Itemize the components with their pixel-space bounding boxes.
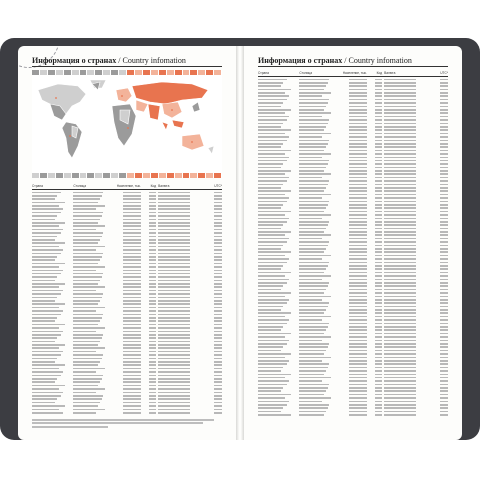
col-code: Код (150, 184, 157, 188)
heading-title-en-right: Country infomation (348, 56, 412, 65)
world-timezone-map (32, 70, 222, 178)
left-country-table (32, 191, 222, 415)
page-heading (32, 56, 186, 65)
col-currency: Валюта (158, 184, 170, 188)
heading-title-en: Country infomation (122, 56, 186, 65)
heading-separator-right: / (342, 56, 349, 65)
col-capital: Столица (73, 184, 87, 188)
book-spine (236, 46, 244, 440)
col-country-right: Страна (258, 71, 269, 75)
col-country: Страна (32, 184, 43, 188)
right-country-table (258, 78, 448, 417)
heading-separator: / (116, 56, 123, 65)
col-capital-right: Столица (299, 71, 313, 75)
col-population-right: Население, тыс. (342, 71, 368, 75)
heading-rule (32, 66, 222, 67)
timezone-bar-bottom (32, 173, 222, 178)
left-footnote (32, 419, 222, 428)
col-utc-right: UTC* (440, 71, 448, 75)
world-map-graphic (32, 76, 222, 172)
left-page (18, 46, 236, 440)
col-population: Население, тыс. (116, 184, 142, 188)
left-column-header (32, 184, 222, 188)
left-table-rule (32, 189, 222, 190)
col-utc: UTC* (214, 184, 222, 188)
right-column-header (258, 71, 448, 75)
table-row (258, 414, 448, 417)
heading-title-ru-right: Информация о странах (258, 56, 343, 65)
timezone-bar-top (32, 70, 222, 75)
heading-title-ru: Информация о странах (32, 56, 117, 65)
page-heading-right (258, 56, 412, 65)
right-table-rule (258, 76, 448, 77)
col-code-right: Код (376, 71, 383, 75)
col-currency-right: Валюта (384, 71, 396, 75)
right-page (244, 46, 462, 440)
table-row (32, 411, 222, 414)
heading-rule-right (258, 66, 448, 67)
